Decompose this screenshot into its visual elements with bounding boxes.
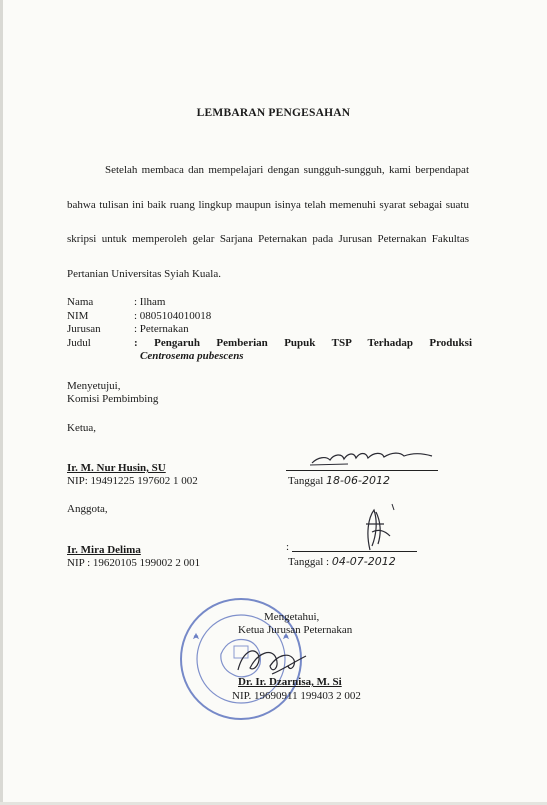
field-value: : Ilham (134, 296, 166, 308)
ketua-date-label: Tanggal (288, 475, 324, 487)
anggota-date (288, 555, 396, 569)
ketua-date-value: 18-06-2012 (326, 474, 390, 487)
judul-species: Centrosema pubescens (140, 350, 244, 362)
field-label: NIM (67, 309, 89, 322)
field-row-judul-cont (67, 350, 472, 364)
ketua-signature-line (286, 470, 438, 471)
field-label: Nama (67, 296, 94, 308)
approval-heading: Menyetujui, (67, 380, 121, 392)
field-row-judul (67, 337, 472, 351)
anggota-date-label: Tanggal : (288, 556, 330, 568)
anggota-nip: NIP : 19620105 199002 2 001 (67, 557, 201, 569)
ketua-nip: NIP: 19491225 197602 1 002 (67, 475, 198, 487)
student-fields (67, 296, 472, 364)
statement-text: Setelah membaca dan mempelajari dengan sungguh-sungguh, kami berpendapat bahwa tulisan ini baik ruang lingkup maupun isinya telah memenuhi syarat sebagai suatu skripsi untuk memperoleh gelar Sarjana Peternakan pada Jurusan Peternakan Fakultas Pertanian Universitas Syiah Kuala. (67, 164, 469, 280)
anggota-label: Anggota, (67, 503, 108, 515)
page-title: LEMBARAN PENGESAHAN (196, 107, 351, 119)
kajur-name: Dr. Ir. Dzarnisa, M. Si (238, 676, 342, 688)
field-value: : Peternakan (134, 323, 189, 335)
field-row-jurusan (67, 323, 472, 337)
statement-paragraph (67, 153, 469, 291)
kajur-signature (232, 640, 312, 680)
field-value: : 0805104010018 (134, 309, 212, 322)
ketua-label: Ketua, (67, 422, 97, 434)
anggota-name: Ir. Mira Delima (67, 544, 141, 556)
field-value: : Pengaruh Pemberian Pupuk TSP Terhadap Produksi (134, 336, 472, 349)
anggota-date-value: 04-07-2012 (331, 555, 396, 568)
kajur-nip: NIP. 19690911 199403 2 002 (232, 690, 361, 702)
field-label: Judul (67, 336, 91, 349)
mengetahui-label: Mengetahui, (264, 611, 320, 623)
field-label: Jurusan (67, 323, 101, 335)
ketua-signature (308, 447, 438, 469)
anggota-signature (352, 502, 402, 554)
approval-committee: Komisi Pembimbing (67, 393, 159, 405)
ketua-date (288, 474, 390, 488)
field-row-nim (67, 310, 472, 324)
page-left-edge (0, 0, 3, 805)
mengetahui-position: Ketua Jurusan Peternakan (238, 624, 353, 636)
anggota-signature-line (292, 551, 417, 552)
anggota-colon: : (286, 541, 290, 553)
ketua-name: Ir. M. Nur Husin, SU (67, 462, 166, 474)
field-row-nama (67, 296, 472, 310)
